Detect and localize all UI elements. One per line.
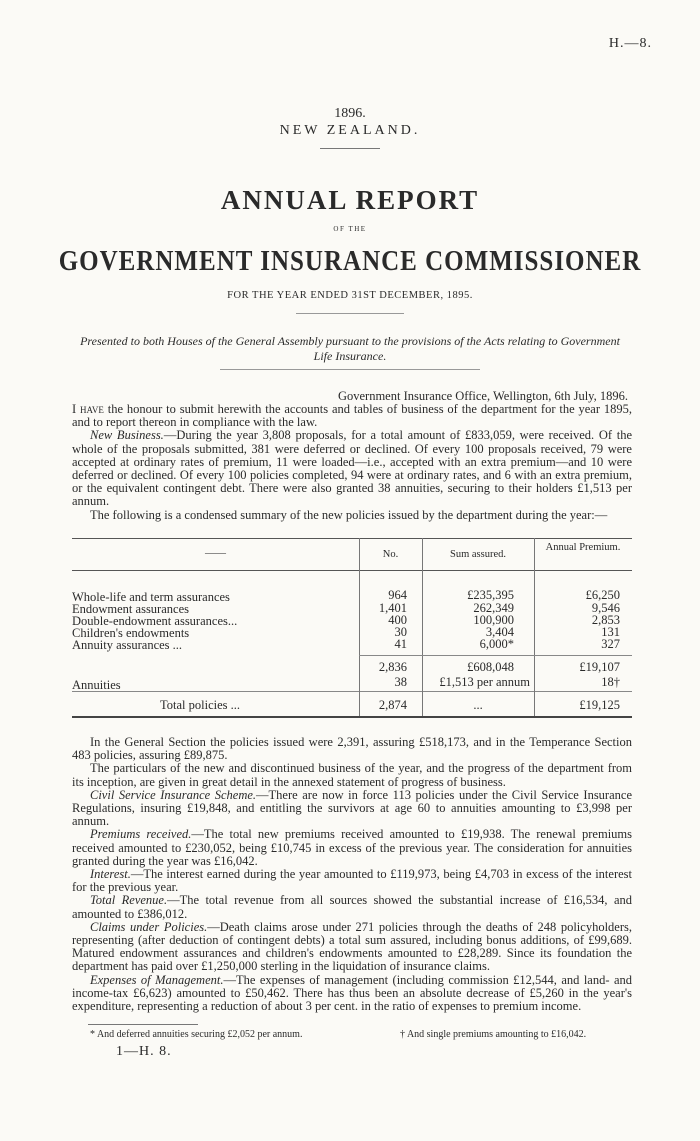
intro-paragraph — [72, 403, 632, 429]
summary-lead-paragraph: The following is a condensed summary of the new policies issued by the department during the year:— — [90, 507, 608, 522]
header-placeholder: —— — [205, 548, 226, 559]
expenses-paragraph — [72, 974, 632, 1014]
premiums-text: —The total new premiums received amounted to £19,938. The renewal premiums received amounted to £230,052, being £10,745 in excess of the previous year. The consideration for annuities granted during the year was £16,042. — [72, 827, 633, 868]
header-no: No. — [382, 549, 399, 560]
row-label: Whole-life and term assurances — [72, 590, 230, 604]
row-sum: 6,000* — [479, 637, 514, 651]
interest-heading: Interest. — [90, 867, 131, 882]
report-period: FOR THE YEAR ENDED 31ST DECEMBER, 1895. — [227, 290, 473, 301]
report-title: ANNUAL REPORT — [220, 185, 480, 215]
annuities-label: Annuities — [72, 678, 121, 692]
presentation-note: Presented to both Houses of the General Assembly pursuant to the provisions of the Acts relating to Government Life Insurance. — [80, 334, 620, 363]
claims-text: —Death claims arose under 271 policies through the deaths of 248 policyholders, representing (after deduction of contingent debts) a total sum assured, including bonus additions, of £99,689. Matured endowment assurances and children's endowments amounted to £28,289. Since its foundation the department has paid over £1,250,000 sterling in the liquidation of insurance claims. — [72, 919, 632, 974]
annuities-sum: £1,513 per annum — [439, 675, 530, 689]
new-business-text: —During the year 3,808 proposals, for a total amount of £833,059, were received. Of the whole of the proposals submitted, 381 were deferred or declined. Of every 100 proposals received, 79 were accepted at ordinary rates of premium, 11 were loaded—i.e., accepted with an extra premium—and 10 were deferred or declined. Of every 100 policies completed, 94 were at ordinary rates, and 6 with an extra premium, or the equivalent contingent debt. There were also granted 38 annuities, securing to their holders £1,513 per annum. — [72, 428, 632, 509]
intro-text: the honour to submit herewith the accounts and tables of business of the department for the year 1895, and to report thereon in compliance with the law. — [72, 402, 633, 430]
row-label: Double-endowment assurances... — [72, 614, 238, 628]
divider — [296, 313, 404, 314]
claims-paragraph — [72, 921, 632, 974]
premiums-heading: Premiums received. — [90, 827, 192, 842]
row-no: 400 — [388, 613, 407, 627]
subtotal-premium: £19,107 — [579, 660, 620, 674]
report-year: 1896. — [334, 106, 366, 121]
subtotal-no: 2,836 — [378, 660, 407, 674]
row-no: 964 — [388, 588, 407, 602]
table-total-rule — [72, 691, 632, 692]
row-premium: 327 — [601, 637, 620, 651]
divider — [220, 369, 480, 370]
table-top-rule — [72, 538, 632, 539]
row-premium: £6,250 — [585, 588, 620, 602]
row-sum: 3,404 — [485, 625, 514, 639]
interest-text: —The interest earned during the year amounted to £119,973, being £4,703 in excess of the interest for the previous year. — [72, 867, 632, 895]
footnote-rule — [88, 1024, 198, 1025]
report-body — [72, 736, 632, 1013]
footnote-star: * And deferred annuities securing £2,052 per annum. — [90, 1029, 303, 1040]
particulars-paragraph: The particulars of the new and discontinued business of the year, and the progress of the department from its inception, are given in great detail in the annexed statement of progress of business. — [72, 761, 632, 789]
row-sum: £235,395 — [467, 588, 514, 602]
sheet-signature: 1—H. 8. — [116, 1044, 172, 1059]
total-no: 2,874 — [378, 698, 407, 712]
header-sum-assured: Sum assured. — [450, 549, 506, 560]
claims-heading: Claims under Policies. — [90, 919, 208, 934]
subtotal-rule — [359, 655, 632, 656]
revenue-heading: Total Revenue. — [90, 893, 168, 908]
intro-cap: I have — [72, 402, 104, 416]
premiums-paragraph — [72, 828, 632, 868]
row-premium: 2,853 — [591, 613, 620, 627]
civil-service-paragraph — [72, 789, 632, 829]
divider — [320, 148, 380, 149]
page-reference: H.—8. — [608, 36, 652, 51]
civil-service-text: —There are now in force 113 policies under the Civil Service Insurance Regulations, insuring £19,848, and entitling the survivors at age 60 to annuities amounting to £3,998 per annum. — [72, 787, 632, 829]
total-premium: £19,125 — [579, 698, 620, 712]
row-label: Endowment assurances — [72, 602, 189, 616]
table-bottom-rule — [72, 716, 632, 718]
interest-paragraph — [72, 868, 632, 894]
row-no: 41 — [394, 637, 407, 651]
new-business-heading: New Business. — [90, 428, 164, 443]
footnote-dagger: † And single premiums amounting to £16,042. — [400, 1029, 587, 1040]
civil-service-heading: Civil Service Insurance Scheme. — [90, 787, 257, 802]
row-sum: 262,349 — [473, 601, 514, 615]
subtotal-sum: £608,048 — [467, 660, 514, 674]
row-label: Children's endowments — [72, 626, 190, 640]
expenses-text: —The expenses of management (including commission £12,544, and land- and income-tax £6,623) amounted to £50,462. There has thus been an absolute decrease of £5,260 in the year's expenditure, representing a reduction of about 3 per cent. in the ratio of expenses to premium income. — [72, 972, 632, 1014]
new-policies-table — [72, 538, 632, 718]
report-subject: GOVERNMENT INSURANCE COMMISSIONER — [58, 245, 642, 277]
table-header-rule — [72, 570, 632, 571]
new-business-paragraph — [72, 429, 632, 508]
general-section-paragraph: In the General Section the policies issued were 2,391, assuring £518,173, and in the Temperance Section 483 policies, assuring £89,875. — [72, 735, 632, 763]
letter-opening — [72, 403, 632, 522]
revenue-text: —The total revenue from all sources showed the substantial increase of £16,534, and amounted to £386,012. — [72, 893, 632, 921]
row-no: 1,401 — [378, 601, 407, 615]
total-sum: ... — [473, 698, 483, 712]
row-premium: 131 — [601, 625, 620, 639]
row-label: Annuity assurances ... — [72, 638, 183, 652]
row-premium: 9,546 — [591, 601, 620, 615]
total-label: Total policies ... — [160, 698, 241, 712]
report-country: NEW ZEALAND. — [279, 123, 421, 138]
revenue-paragraph — [72, 894, 632, 920]
row-sum: 100,900 — [473, 613, 514, 627]
letter-dateline: Government Insurance Office, Wellington, 6th July, 1896. — [337, 389, 628, 403]
row-no: 30 — [394, 625, 407, 639]
title-connector: OF THE — [333, 225, 367, 233]
expenses-heading: Expenses of Management. — [90, 972, 224, 987]
header-annual-premium: Annual Premium. — [545, 542, 621, 553]
annuities-no: 38 — [394, 675, 407, 689]
annuities-premium: 18† — [601, 675, 620, 689]
